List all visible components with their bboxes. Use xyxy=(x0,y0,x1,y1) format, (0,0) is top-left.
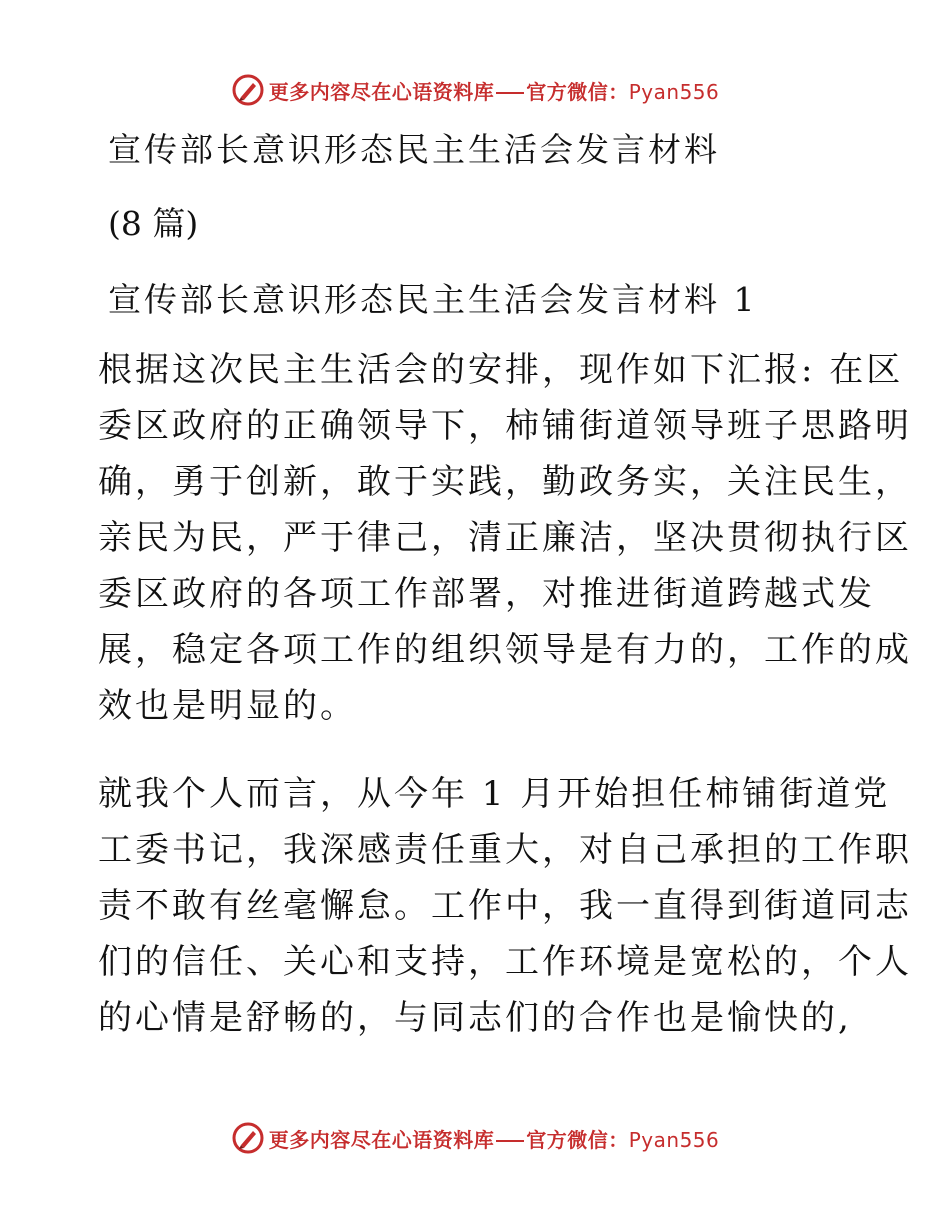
text-line: 工委书记，我深感责任重大，对自己承担的工作职 xyxy=(98,830,912,870)
text-line: 委区政府的正确领导下，柿铺街道领导班子思路明 xyxy=(98,406,912,446)
watermark-dash xyxy=(496,92,524,94)
document-title: 宣传部长意识形态民主生活会发言材料 xyxy=(108,130,720,169)
watermark-id: Pyan556 xyxy=(628,79,720,104)
text-line: 确，勇于创新，敢于实践，勤政务实，关注民生， xyxy=(98,462,912,502)
pen-logo-icon xyxy=(231,1121,265,1155)
section-title: 宣传部长意识形态民主生活会发言材料 1 xyxy=(108,280,758,319)
watermark-header xyxy=(0,70,950,110)
pen-logo-icon xyxy=(231,73,265,107)
text-line: 根据这次民主生活会的安排，现作如下汇报: 在区 xyxy=(98,350,904,390)
text-line: 的心情是舒畅的，与同志们的合作也是愉快的, xyxy=(98,998,852,1038)
text-line: 效也是明显的。 xyxy=(98,686,357,726)
watermark-dash xyxy=(496,1140,524,1142)
text-line: 责不敢有丝毫懈怠。工作中，我一直得到街道同志 xyxy=(98,886,912,926)
text-line: 委区政府的各项工作部署，对推进街道跨越式发 xyxy=(98,574,875,614)
watermark-id: Pyan556 xyxy=(628,1127,720,1152)
watermark-text: 更多内容尽在心语资料库 xyxy=(268,1127,495,1152)
text-line: 们的信任、关心和支持，工作环境是宽松的，个人 xyxy=(98,942,912,982)
watermark-footer xyxy=(0,1118,950,1158)
text-line: 亲民为民，严于律己，清正廉洁，坚决贯彻执行区 xyxy=(98,518,912,558)
watermark-label: 官方微信： xyxy=(526,1127,629,1152)
document-count: (8 篇) xyxy=(108,204,199,243)
text-line: 就我个人而言，从今年 1 月开始担任柿铺街道党 xyxy=(98,774,891,814)
watermark-label: 官方微信： xyxy=(526,79,629,104)
watermark-text: 更多内容尽在心语资料库 xyxy=(268,79,495,104)
text-line: 展，稳定各项工作的组织领导是有力的，工作的成 xyxy=(98,630,912,670)
